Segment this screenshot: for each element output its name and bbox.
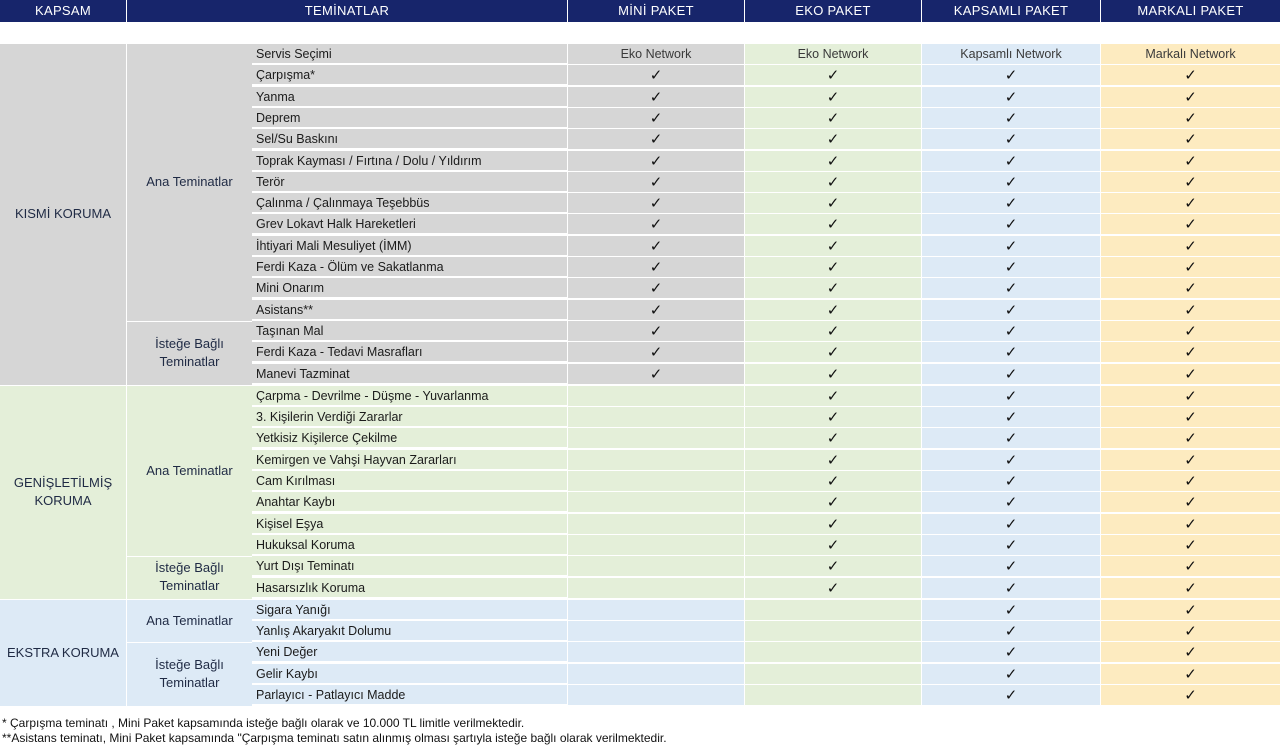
eko-check-icon: ✓	[745, 257, 921, 278]
kapsamli-check-icon: ✓	[922, 342, 1100, 363]
coverage-label: Çarpma - Devrilme - Düşme - Yuvarlanma	[252, 386, 567, 406]
mini-check-icon: ✓	[568, 193, 744, 214]
table-row	[252, 407, 1280, 428]
table-row	[252, 44, 1280, 65]
markali-check-icon: ✓	[1101, 600, 1280, 621]
header-kapsamli-paket: KAPSAMLI PAKET	[922, 0, 1100, 22]
header-mini-paket: MİNİ PAKET	[568, 0, 744, 22]
kapsamli-check-icon: ✓	[922, 600, 1100, 621]
coverage-label: Mini Onarım	[252, 278, 567, 298]
eko-check-icon: ✓	[745, 151, 921, 172]
markali-check-icon: ✓	[1101, 108, 1280, 129]
table-row	[252, 278, 1280, 299]
eko-check-icon: ✓	[745, 428, 921, 449]
kapsamli-check-icon: ✓	[922, 514, 1100, 535]
eko-check-icon: ✓	[745, 386, 921, 407]
markali-check-icon: ✓	[1101, 578, 1280, 599]
table-row	[252, 514, 1280, 535]
table-row	[252, 257, 1280, 278]
eko-check-icon: ✓	[745, 321, 921, 342]
kapsamli-check-icon: ✓	[922, 364, 1100, 385]
table-row	[252, 129, 1280, 150]
kapsamli-check-icon: ✓	[922, 471, 1100, 492]
coverage-label: Kemirgen ve Vahşi Hayvan Zararları	[252, 450, 567, 470]
markali-check-icon: ✓	[1101, 642, 1280, 663]
coverage-label: Anahtar Kaybı	[252, 492, 567, 512]
coverage-label: Cam Kırılması	[252, 471, 567, 491]
subgroup-label: Ana Teminatlar	[146, 462, 233, 478]
kapsamli-check-icon: ✓	[922, 556, 1100, 577]
coverage-label: Hasarsızlık Koruma	[252, 578, 567, 598]
kapsamli-check-icon: ✓	[922, 664, 1100, 685]
mini-cell	[568, 492, 744, 513]
kapsamli-check-icon: ✓	[922, 428, 1100, 449]
coverage-label: Sigara Yanığı	[252, 600, 567, 620]
mini-check-icon: ✓	[568, 278, 744, 299]
mini-cell	[568, 578, 744, 599]
header-kapsam: KAPSAM	[0, 0, 126, 22]
table-row	[252, 214, 1280, 235]
kapsamli-check-icon: ✓	[922, 685, 1100, 706]
coverage-label: Parlayıcı - Patlayıcı Madde	[252, 685, 567, 705]
kapsamli-check-icon: ✓	[922, 172, 1100, 193]
eko-cell: Eko Network	[745, 44, 921, 65]
eko-check-icon: ✓	[745, 300, 921, 321]
coverage-label: Yanlış Akaryakıt Dolumu	[252, 621, 567, 641]
eko-check-icon: ✓	[745, 278, 921, 299]
coverage-label: Ferdi Kaza - Ölüm ve Sakatlanma	[252, 257, 567, 277]
mini-check-icon: ✓	[568, 300, 744, 321]
table-row	[252, 556, 1280, 577]
markali-check-icon: ✓	[1101, 471, 1280, 492]
eko-cell	[745, 621, 921, 642]
kapsamli-check-icon: ✓	[922, 278, 1100, 299]
subgroup-divider	[127, 556, 252, 557]
markali-check-icon: ✓	[1101, 342, 1280, 363]
coverage-label: Yanma	[252, 87, 567, 107]
eko-check-icon: ✓	[745, 342, 921, 363]
group-name: KISMİ KORUMA	[0, 44, 127, 385]
coverage-label: Kişisel Eşya	[252, 514, 567, 534]
coverage-label: Asistans**	[252, 300, 567, 320]
mini-cell	[568, 600, 744, 621]
subgroup-label: İsteğe Bağlı Teminatlar	[155, 560, 224, 594]
markali-check-icon: ✓	[1101, 300, 1280, 321]
mini-check-icon: ✓	[568, 214, 744, 235]
eko-check-icon: ✓	[745, 172, 921, 193]
coverage-label: Manevi Tazminat	[252, 364, 567, 384]
eko-check-icon: ✓	[745, 214, 921, 235]
mini-cell	[568, 664, 744, 685]
table-row	[252, 193, 1280, 214]
footnote-1: * Çarpışma teminatı , Mini Paket kapsamında isteğe bağlı olarak ve 10.000 TL limitle verilmektedir.	[2, 716, 525, 730]
eko-check-icon: ✓	[745, 535, 921, 556]
eko-check-icon: ✓	[745, 492, 921, 513]
footnotes	[2, 716, 667, 746]
coverage-label: Çalınma / Çalınmaya Teşebbüs	[252, 193, 567, 213]
footnote-2: **Asistans teminatı, Mini Paket kapsamında "Çarpışma teminatı satın alınmış olması şartıyla isteğe bağlı olarak verilmektedir.	[2, 731, 667, 745]
mini-cell	[568, 514, 744, 535]
table-row	[252, 342, 1280, 363]
markali-check-icon: ✓	[1101, 151, 1280, 172]
eko-check-icon: ✓	[745, 236, 921, 257]
mini-cell	[568, 685, 744, 706]
kapsamli-check-icon: ✓	[922, 407, 1100, 428]
table-row	[252, 535, 1280, 556]
mini-check-icon: ✓	[568, 108, 744, 129]
coverage-label: Yeni Değer	[252, 642, 567, 662]
table-row	[252, 492, 1280, 513]
kapsamli-check-icon: ✓	[922, 257, 1100, 278]
markali-check-icon: ✓	[1101, 685, 1280, 706]
kapsamli-check-icon: ✓	[922, 578, 1100, 599]
mini-cell	[568, 471, 744, 492]
table-row	[252, 664, 1280, 685]
markali-check-icon: ✓	[1101, 664, 1280, 685]
table-row	[252, 151, 1280, 172]
kapsamli-check-icon: ✓	[922, 108, 1100, 129]
mini-check-icon: ✓	[568, 257, 744, 278]
markali-check-icon: ✓	[1101, 535, 1280, 556]
markali-check-icon: ✓	[1101, 172, 1280, 193]
coverage-label: Sel/Su Baskını	[252, 129, 567, 149]
kapsamli-check-icon: ✓	[922, 321, 1100, 342]
coverage-label: Yetkisiz Kişilerce Çekilme	[252, 428, 567, 448]
eko-check-icon: ✓	[745, 364, 921, 385]
markali-cell: Markalı Network	[1101, 44, 1280, 65]
mini-cell	[568, 556, 744, 577]
table-row	[252, 108, 1280, 129]
kapsamli-check-icon: ✓	[922, 65, 1100, 86]
mini-cell	[568, 386, 744, 407]
kapsamli-check-icon: ✓	[922, 621, 1100, 642]
subgroup-label: Ana Teminatlar	[146, 174, 233, 190]
markali-check-icon: ✓	[1101, 428, 1280, 449]
table-row	[252, 300, 1280, 321]
coverage-label: Ferdi Kaza - Tedavi Masrafları	[252, 342, 567, 362]
table-row	[252, 87, 1280, 108]
eko-check-icon: ✓	[745, 450, 921, 471]
mini-cell	[568, 535, 744, 556]
eko-check-icon: ✓	[745, 129, 921, 150]
markali-check-icon: ✓	[1101, 193, 1280, 214]
subgroup-column	[127, 44, 253, 385]
eko-cell	[745, 642, 921, 663]
coverage-label: Terör	[252, 172, 567, 192]
coverage-label: Yurt Dışı Teminatı	[252, 556, 567, 576]
eko-check-icon: ✓	[745, 193, 921, 214]
mini-check-icon: ✓	[568, 151, 744, 172]
markali-check-icon: ✓	[1101, 621, 1280, 642]
mini-check-icon: ✓	[568, 87, 744, 108]
group-name: EKSTRA KORUMA	[0, 600, 127, 707]
group-name: GENİŞLETİLMİŞ KORUMA	[0, 386, 127, 599]
markali-check-icon: ✓	[1101, 257, 1280, 278]
mini-cell: Eko Network	[568, 44, 744, 65]
eko-check-icon: ✓	[745, 65, 921, 86]
mini-cell	[568, 621, 744, 642]
header-eko-paket: EKO PAKET	[745, 0, 921, 22]
eko-check-icon: ✓	[745, 108, 921, 129]
kapsamli-check-icon: ✓	[922, 87, 1100, 108]
eko-check-icon: ✓	[745, 578, 921, 599]
subgroup-label: İsteğe Bağlı Teminatlar	[155, 657, 224, 691]
kapsamli-check-icon: ✓	[922, 151, 1100, 172]
markali-check-icon: ✓	[1101, 492, 1280, 513]
subgroup-column	[127, 386, 253, 599]
table-row	[252, 621, 1280, 642]
table-header	[0, 0, 1280, 23]
table-row	[252, 642, 1280, 663]
kapsamli-check-icon: ✓	[922, 386, 1100, 407]
table-row	[252, 578, 1280, 599]
kapsamli-check-icon: ✓	[922, 300, 1100, 321]
table-row	[252, 600, 1280, 621]
table-row	[252, 172, 1280, 193]
mini-cell	[568, 450, 744, 471]
eko-check-icon: ✓	[745, 407, 921, 428]
mini-check-icon: ✓	[568, 342, 744, 363]
coverage-label: Taşınan Mal	[252, 321, 567, 341]
kapsamli-check-icon: ✓	[922, 193, 1100, 214]
kapsamli-check-icon: ✓	[922, 214, 1100, 235]
coverage-label: Deprem	[252, 108, 567, 128]
eko-check-icon: ✓	[745, 514, 921, 535]
subgroup-label: İsteğe Bağlı Teminatlar	[155, 335, 224, 369]
markali-check-icon: ✓	[1101, 556, 1280, 577]
markali-check-icon: ✓	[1101, 450, 1280, 471]
table-row	[252, 321, 1280, 342]
table-row	[252, 364, 1280, 385]
mini-check-icon: ✓	[568, 65, 744, 86]
eko-cell	[745, 685, 921, 706]
markali-check-icon: ✓	[1101, 65, 1280, 86]
markali-check-icon: ✓	[1101, 514, 1280, 535]
markali-check-icon: ✓	[1101, 386, 1280, 407]
table-row	[252, 65, 1280, 86]
coverage-label: Servis Seçimi	[252, 44, 567, 64]
mini-cell	[568, 428, 744, 449]
mini-cell	[568, 642, 744, 663]
kapsamli-cell: Kapsamlı Network	[922, 44, 1100, 65]
coverage-label: Çarpışma*	[252, 65, 567, 85]
mini-check-icon: ✓	[568, 236, 744, 257]
markali-check-icon: ✓	[1101, 278, 1280, 299]
markali-check-icon: ✓	[1101, 236, 1280, 257]
coverage-label: İhtiyari Mali Mesuliyet (İMM)	[252, 236, 567, 256]
eko-check-icon: ✓	[745, 471, 921, 492]
mini-check-icon: ✓	[568, 321, 744, 342]
subgroup-column	[127, 600, 253, 707]
eko-check-icon: ✓	[745, 556, 921, 577]
kapsamli-check-icon: ✓	[922, 129, 1100, 150]
table-row	[252, 471, 1280, 492]
coverage-label: Gelir Kaybı	[252, 664, 567, 684]
markali-check-icon: ✓	[1101, 214, 1280, 235]
eko-cell	[745, 664, 921, 685]
coverage-label: Hukuksal Koruma	[252, 535, 567, 555]
table-row	[252, 386, 1280, 407]
markali-check-icon: ✓	[1101, 321, 1280, 342]
header-markali-paket: MARKALI PAKET	[1101, 0, 1280, 22]
kapsamli-check-icon: ✓	[922, 642, 1100, 663]
coverage-label: Toprak Kayması / Fırtına / Dolu / Yıldırım	[252, 151, 567, 171]
table-row	[252, 236, 1280, 257]
mini-check-icon: ✓	[568, 364, 744, 385]
mini-cell	[568, 407, 744, 428]
eko-cell	[745, 600, 921, 621]
kapsamli-check-icon: ✓	[922, 492, 1100, 513]
header-teminatlar: TEMİNATLAR	[127, 0, 567, 22]
coverage-label: 3. Kişilerin Verdiği Zararlar	[252, 407, 567, 427]
coverage-label: Grev Lokavt Halk Hareketleri	[252, 214, 567, 234]
kapsamli-check-icon: ✓	[922, 535, 1100, 556]
kapsamli-check-icon: ✓	[922, 236, 1100, 257]
subgroup-divider	[127, 642, 252, 643]
markali-check-icon: ✓	[1101, 87, 1280, 108]
markali-check-icon: ✓	[1101, 407, 1280, 428]
mini-check-icon: ✓	[568, 129, 744, 150]
table-row	[252, 685, 1280, 706]
subgroup-label: Ana Teminatlar	[146, 613, 233, 629]
subgroup-divider	[127, 321, 252, 322]
eko-check-icon: ✓	[745, 87, 921, 108]
kapsamli-check-icon: ✓	[922, 450, 1100, 471]
table-row	[252, 428, 1280, 449]
markali-check-icon: ✓	[1101, 364, 1280, 385]
table-row	[252, 450, 1280, 471]
mini-check-icon: ✓	[568, 172, 744, 193]
markali-check-icon: ✓	[1101, 129, 1280, 150]
